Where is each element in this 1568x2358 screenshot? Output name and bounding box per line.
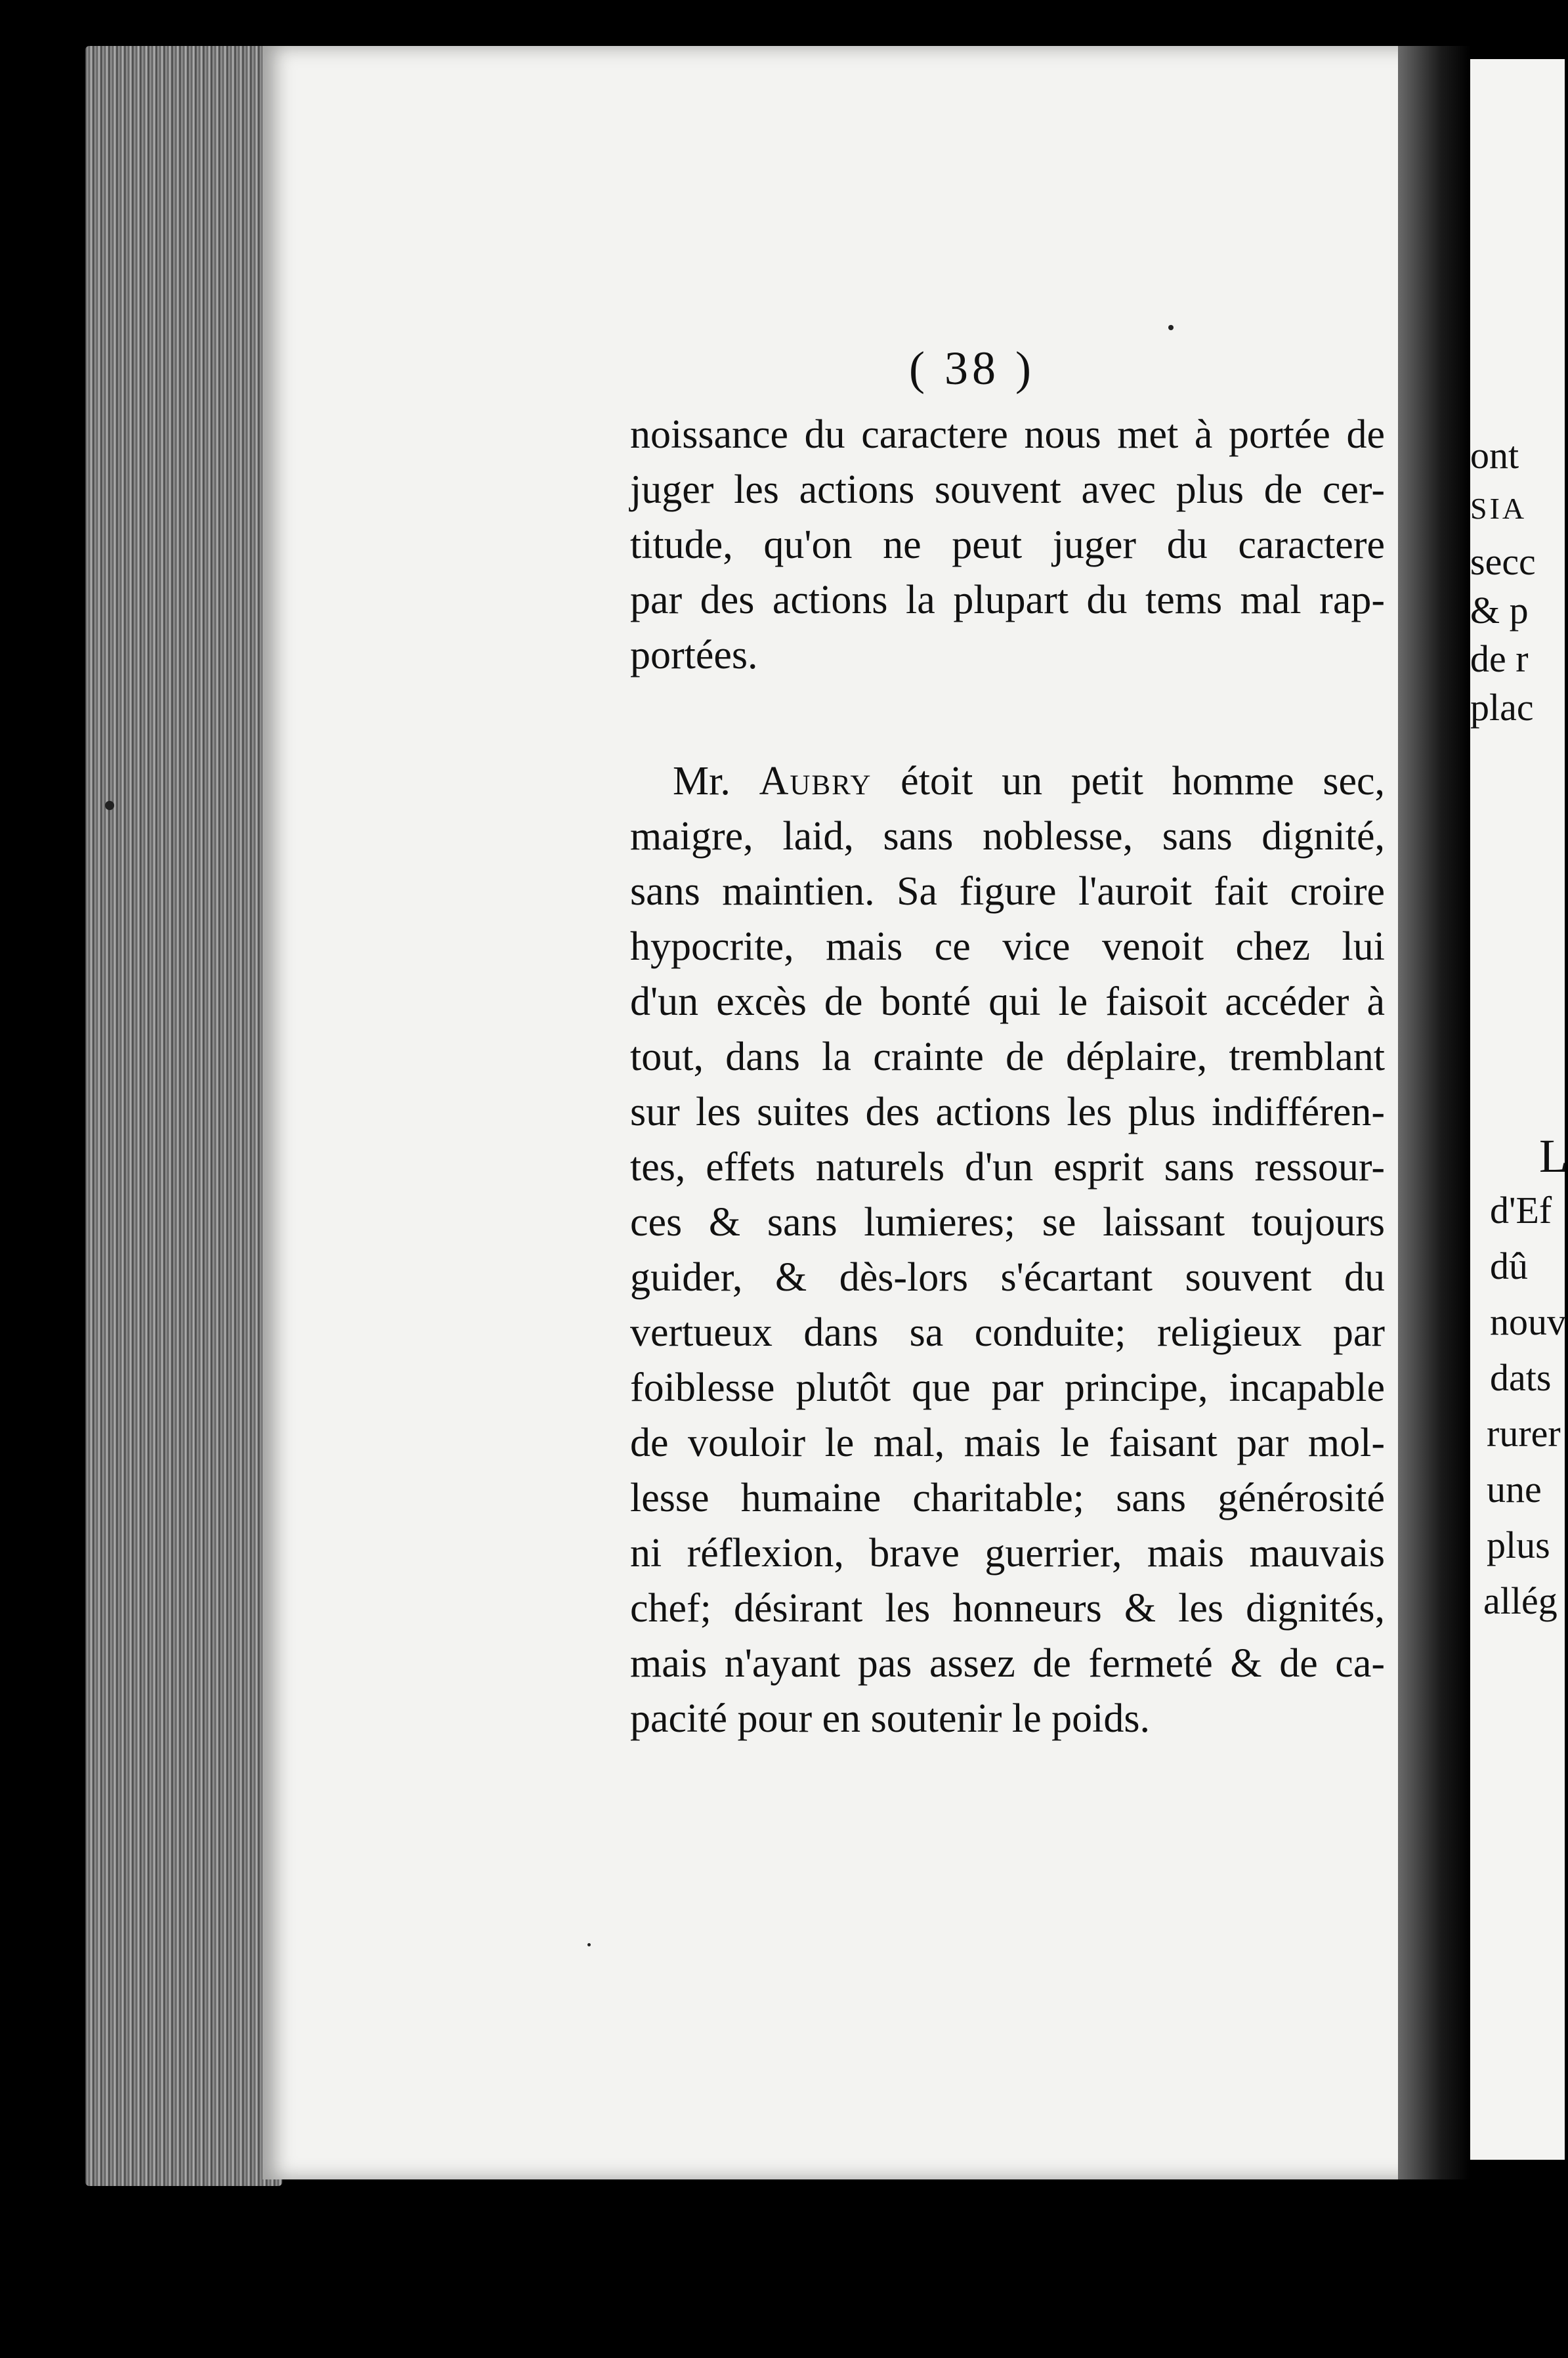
text-line: tes, effets naturels d'un esprit sans ressour- — [630, 1145, 1385, 1190]
text-line: chef; désirant les honneurs & les dignités, — [630, 1586, 1385, 1631]
text-line: vertueux dans sa conduite; religieux par — [630, 1310, 1385, 1355]
facing-line: ont — [1470, 434, 1519, 477]
text-line: titude, qu'on ne peut juger du caractere — [630, 523, 1385, 567]
facing-page-fragment — [1470, 59, 1568, 2160]
text-fragment: étoit un petit homme sec, — [901, 759, 1386, 804]
text-line: ces & sans lumieres; se laissant toujours — [630, 1200, 1385, 1245]
facing-line: plus — [1487, 1524, 1550, 1566]
facing-line: une — [1487, 1468, 1542, 1511]
facing-line: L — [1539, 1130, 1568, 1182]
text-line: hypocrite, mais ce vice venoit chez lui — [630, 924, 1385, 969]
facing-line: dats — [1490, 1356, 1552, 1399]
paragraph — [630, 407, 1385, 683]
text-line: portées. — [630, 633, 758, 677]
text-line: mais n'ayant pas assez de fermeté & de ca- — [630, 1641, 1385, 1686]
person-name: Aubry — [759, 759, 872, 804]
body-text — [630, 407, 1385, 1746]
text-line: maigre, laid, sans noblesse, sans dignité, — [630, 814, 1385, 859]
text-line: juger les actions souvent avec plus de cer- — [630, 467, 1385, 512]
text-line — [630, 754, 1385, 809]
honorific: Mr. — [673, 759, 731, 804]
facing-line: secc — [1470, 540, 1536, 583]
paragraph — [630, 754, 1385, 1746]
facing-line: allég — [1483, 1579, 1557, 1622]
text-line: guider, & dès-lors s'écartant souvent du — [630, 1255, 1385, 1300]
text-line: de vouloir le mal, mais le faisant par mol- — [630, 1421, 1385, 1465]
facing-line: & p — [1470, 589, 1529, 632]
facing-line: SIA — [1470, 492, 1527, 525]
text-line: par des actions la plupart du tems mal rap- — [630, 578, 1385, 622]
book-fore-edge — [85, 46, 282, 2186]
text-line: sans maintien. Sa figure l'auroit fait croire — [630, 869, 1385, 914]
facing-line: nouv — [1490, 1300, 1566, 1343]
text-line: pacité pour en soutenir le poids. — [630, 1696, 1151, 1741]
facing-line: d'Ef — [1490, 1189, 1552, 1232]
text-line: foiblesse plutôt que par principe, incapable — [630, 1365, 1385, 1410]
page-number: ( 38 ) — [909, 342, 1035, 395]
text-line: tout, dans la crainte de déplaire, tremblant — [630, 1035, 1385, 1079]
text-line: d'un excès de bonté qui le faisoit accéder à — [630, 979, 1385, 1024]
text-line: noissance du caractere nous met à portée de — [630, 412, 1385, 457]
facing-line: rurer — [1487, 1412, 1561, 1455]
paper-speck — [1168, 325, 1174, 330]
facing-line: de r — [1470, 637, 1529, 680]
text-line: ni réflexion, brave guerrier, mais mauvais — [630, 1531, 1385, 1576]
text-line: sur les suites des actions les plus indifféren- — [630, 1090, 1385, 1134]
text-line: lesse humaine charitable; sans générosité — [630, 1476, 1385, 1520]
facing-line: plac — [1470, 686, 1534, 729]
book-gutter — [1398, 46, 1470, 2179]
paper-speck — [105, 801, 114, 810]
facing-line: dû — [1490, 1245, 1528, 1287]
paper-speck — [587, 1943, 591, 1946]
